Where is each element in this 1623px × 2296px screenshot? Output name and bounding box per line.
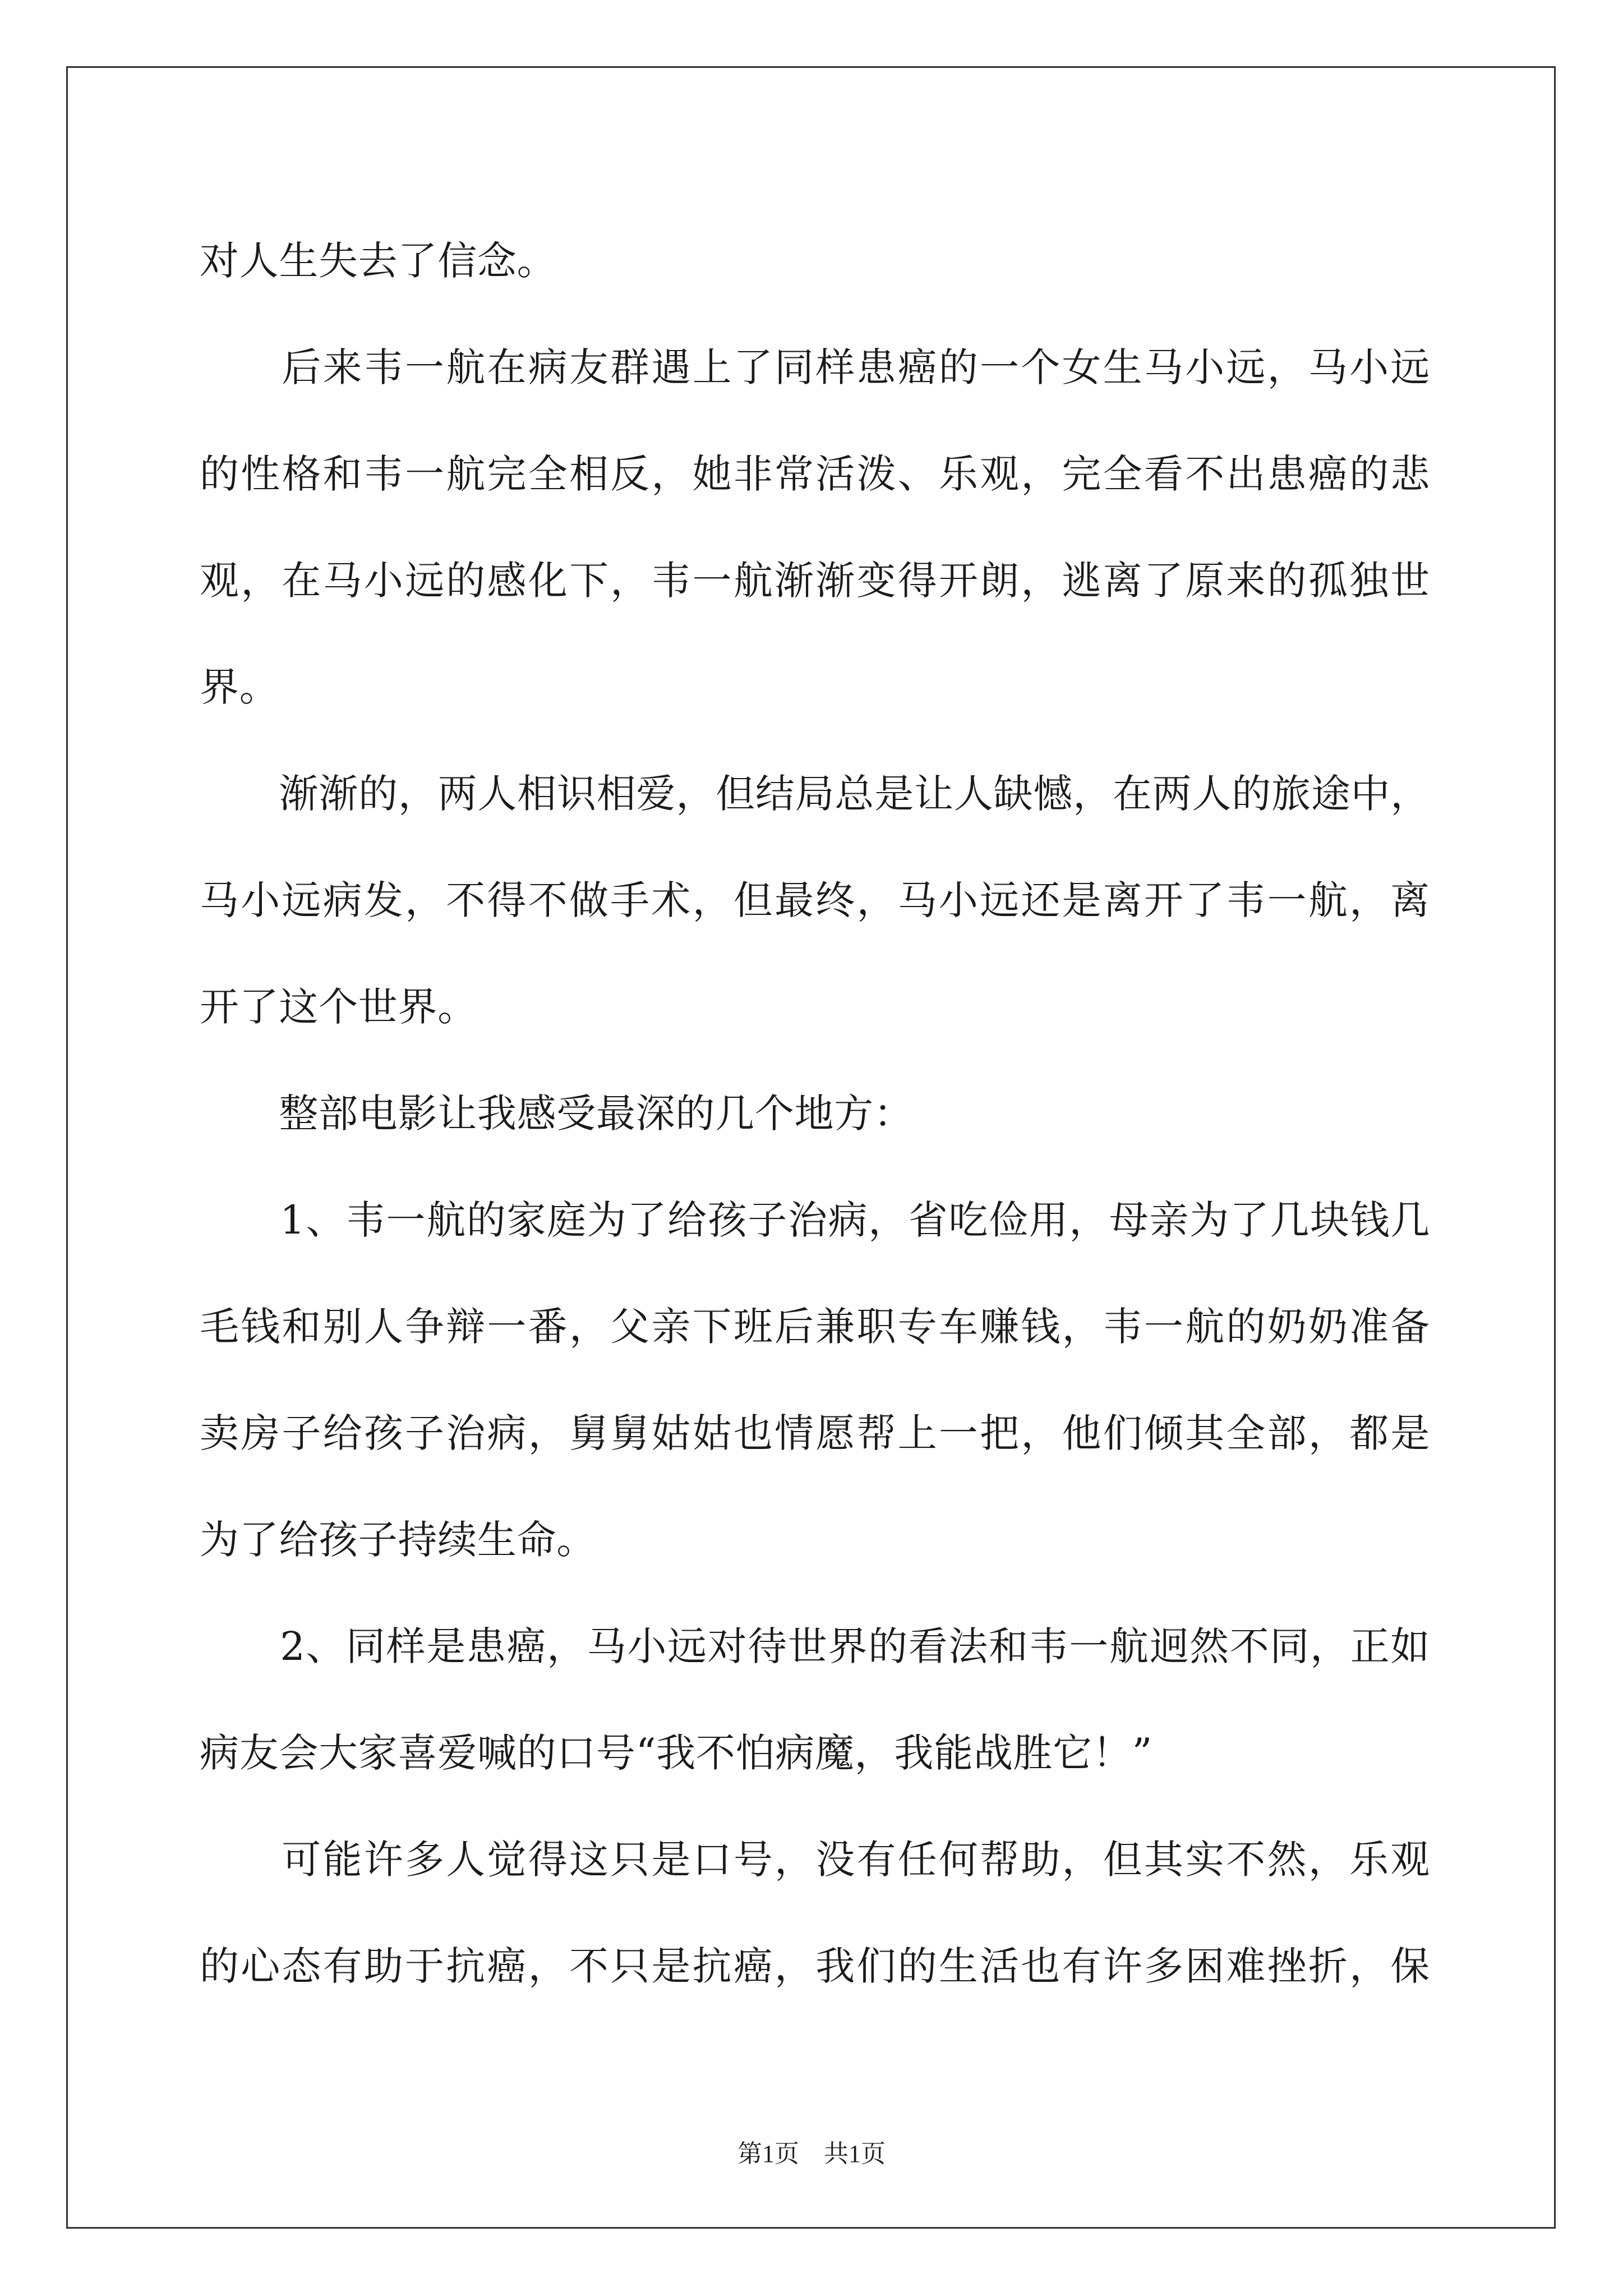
text-line: 病友会大家喜爱喊的口号“我不怕病魔，我能战胜它！” [200,1730,1153,1776]
text-line: 1、韦一航的家庭为了给孩子治病，省吃俭用，母亲为了几块钱几 [200,1197,1430,1243]
paragraph-6 [200,1593,1430,1806]
text-line: 渐渐的，两人相识相爱，但结局总是让人缺憾，在两人的旅途中， [200,771,1430,817]
document-body [200,208,1430,2019]
text-line: 2、同样是患癌，马小远对待世界的看法和韦一航迥然不同，正如 [200,1623,1430,1669]
text-line: 观，在马小远的感化下，韦一航渐渐变得开朗，逃离了原来的孤独世 [200,558,1430,604]
page-number-footer: 第1页 共1页 [737,2140,886,2168]
paragraph-7 [200,1806,1430,2019]
text-line: 后来韦一航在病友群遇上了同样患癌的一个女生马小远，马小远 [200,344,1430,390]
text-line: 整部电影让我感受最深的几个地方： [200,1091,914,1137]
text-line: 为了给孩子持续生命。 [200,1517,596,1563]
paragraph-1 [200,208,1430,314]
paragraph-4 [200,1060,1430,1167]
text-line: 对人生失去了信念。 [200,238,557,284]
paragraph-5 [200,1167,1430,1593]
text-line: 界。 [200,664,279,710]
text-line: 卖房子给孩子治病，舅舅姑姑也情愿帮上一把，他们倾其全部，都是 [200,1410,1430,1456]
text-line: 可能许多人觉得这只是口号，没有任何帮助，但其实不然，乐观 [200,1837,1430,1883]
text-line: 开了这个世界。 [200,984,477,1030]
text-line: 马小远病发，不得不做手术，但最终，马小远还是离开了韦一航，离 [200,877,1430,923]
paragraph-3 [200,740,1430,1060]
text-line: 毛钱和别人争辩一番，父亲下班后兼职专车赚钱，韦一航的奶奶准备 [200,1304,1430,1350]
text-line: 的心态有助于抗癌，不只是抗癌，我们的生活也有许多困难挫折，保 [200,1943,1430,1989]
paragraph-2 [200,314,1430,740]
text-line: 的性格和韦一航完全相反，她非常活泼、乐观，完全看不出患癌的悲 [200,451,1430,497]
